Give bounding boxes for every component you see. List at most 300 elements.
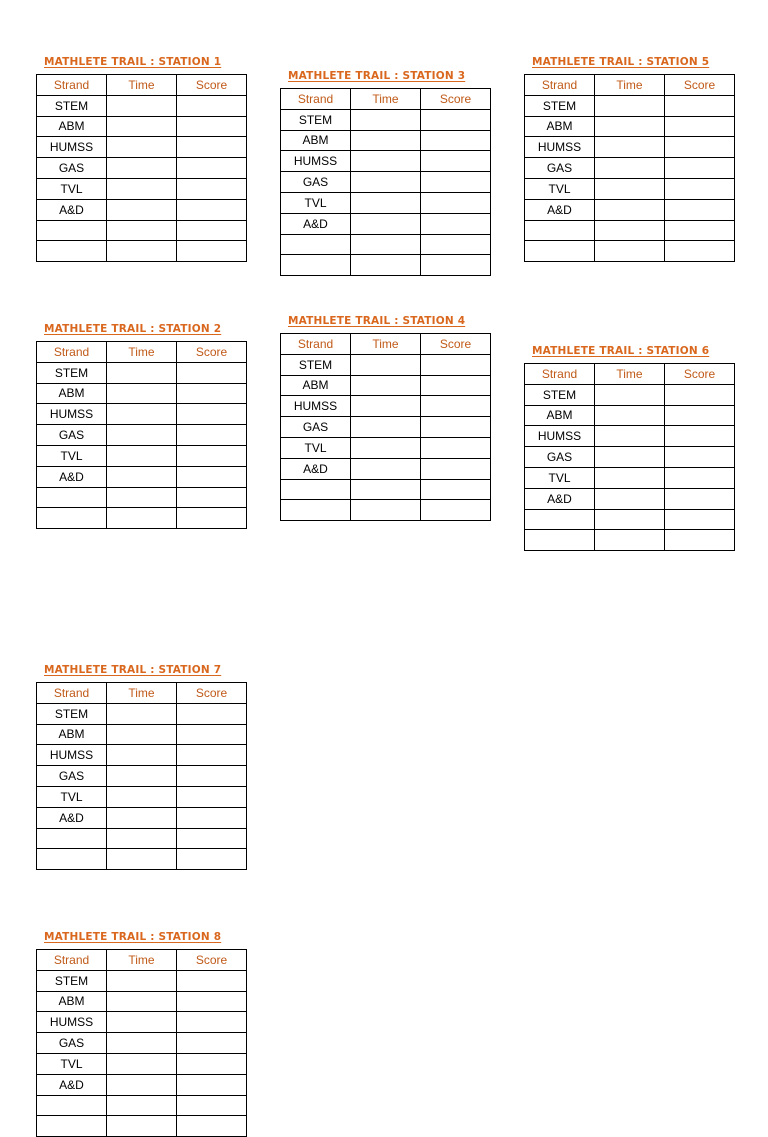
column-header-score: Score: [421, 89, 491, 110]
table-row: [37, 404, 247, 425]
time-cell[interactable]: [107, 991, 177, 1012]
time-cell[interactable]: [351, 500, 421, 521]
time-cell[interactable]: [595, 199, 665, 220]
strand-cell: TVL: [37, 178, 107, 199]
column-header-time: Time: [107, 950, 177, 971]
time-cell[interactable]: [595, 137, 665, 158]
time-cell[interactable]: [107, 178, 177, 199]
table-row: [525, 241, 735, 262]
time-cell[interactable]: [595, 158, 665, 179]
column-header-strand: Strand: [37, 342, 107, 363]
table-row: [37, 137, 247, 158]
table-row: [281, 255, 491, 276]
time-cell[interactable]: [351, 396, 421, 417]
strand-cell: STEM: [525, 384, 595, 405]
table-row: [281, 109, 491, 130]
table-row: [37, 199, 247, 220]
time-cell[interactable]: [351, 234, 421, 255]
station-block: [36, 55, 246, 262]
score-cell[interactable]: [177, 703, 247, 724]
station-title: MATHLETE TRAIL : STATION 4: [288, 315, 466, 327]
table-row: [525, 426, 735, 447]
time-cell[interactable]: [107, 1095, 177, 1116]
table-row: [525, 199, 735, 220]
column-header-strand: Strand: [525, 75, 595, 96]
table-row: [281, 192, 491, 213]
strand-cell: A&D: [281, 213, 351, 234]
score-cell[interactable]: [421, 213, 491, 234]
column-header-time: Time: [351, 89, 421, 110]
time-cell[interactable]: [351, 192, 421, 213]
strand-cell: A&D: [37, 466, 107, 487]
table-row: [281, 479, 491, 500]
column-header-strand: Strand: [525, 364, 595, 385]
table-row: [525, 509, 735, 530]
score-cell[interactable]: [177, 95, 247, 116]
strand-cell: [525, 241, 595, 262]
score-cell[interactable]: [665, 426, 735, 447]
station-title: MATHLETE TRAIL : STATION 3: [288, 70, 466, 82]
time-cell[interactable]: [107, 362, 177, 383]
table-header-row: [525, 75, 735, 96]
station-block: [36, 930, 246, 1137]
score-cell[interactable]: [177, 1095, 247, 1116]
score-cell[interactable]: [177, 786, 247, 807]
table-row: [525, 530, 735, 551]
time-cell[interactable]: [107, 158, 177, 179]
time-cell[interactable]: [107, 425, 177, 446]
strand-cell: TVL: [37, 445, 107, 466]
table-row: [525, 178, 735, 199]
score-cell[interactable]: [421, 151, 491, 172]
strand-cell: A&D: [525, 488, 595, 509]
time-cell[interactable]: [107, 745, 177, 766]
time-cell[interactable]: [351, 437, 421, 458]
score-cell[interactable]: [421, 354, 491, 375]
strand-cell: STEM: [525, 95, 595, 116]
column-header-strand: Strand: [37, 950, 107, 971]
score-cell[interactable]: [177, 828, 247, 849]
score-cell[interactable]: [177, 849, 247, 870]
score-cell[interactable]: [665, 220, 735, 241]
time-cell[interactable]: [595, 488, 665, 509]
table-row: [37, 828, 247, 849]
score-cell[interactable]: [665, 241, 735, 262]
score-table: [36, 74, 247, 262]
strand-cell: GAS: [525, 158, 595, 179]
score-cell[interactable]: [177, 487, 247, 508]
station-block: [524, 344, 734, 551]
table-row: [37, 425, 247, 446]
table-row: [37, 766, 247, 787]
table-row: [525, 488, 735, 509]
column-header-score: Score: [665, 75, 735, 96]
score-table: [280, 333, 491, 521]
table-row: [525, 467, 735, 488]
table-row: [37, 1074, 247, 1095]
time-cell[interactable]: [595, 426, 665, 447]
score-cell[interactable]: [665, 509, 735, 530]
score-cell[interactable]: [421, 500, 491, 521]
strand-cell: [37, 1095, 107, 1116]
time-cell[interactable]: [107, 807, 177, 828]
column-header-time: Time: [107, 75, 177, 96]
score-cell[interactable]: [177, 220, 247, 241]
score-cell[interactable]: [177, 745, 247, 766]
station-block: [280, 69, 490, 276]
table-row: [37, 508, 247, 529]
score-cell[interactable]: [421, 417, 491, 438]
time-cell[interactable]: [595, 384, 665, 405]
score-cell[interactable]: [177, 1116, 247, 1137]
station-title: MATHLETE TRAIL : STATION 2: [44, 323, 222, 335]
score-cell[interactable]: [421, 130, 491, 151]
score-cell[interactable]: [177, 199, 247, 220]
strand-cell: STEM: [281, 354, 351, 375]
strand-cell: ABM: [281, 130, 351, 151]
strand-cell: [37, 1116, 107, 1137]
table-row: [525, 384, 735, 405]
column-header-strand: Strand: [281, 89, 351, 110]
score-table: [280, 88, 491, 276]
score-cell[interactable]: [421, 192, 491, 213]
table-header-row: [281, 334, 491, 355]
table-row: [281, 172, 491, 193]
strand-cell: [525, 530, 595, 551]
table-row: [281, 354, 491, 375]
table-row: [37, 383, 247, 404]
table-row: [37, 991, 247, 1012]
strand-cell: GAS: [37, 766, 107, 787]
score-cell[interactable]: [421, 458, 491, 479]
table-row: [525, 158, 735, 179]
time-cell[interactable]: [107, 766, 177, 787]
score-cell[interactable]: [421, 437, 491, 458]
table-row: [37, 1033, 247, 1054]
strand-cell: A&D: [37, 199, 107, 220]
score-cell[interactable]: [421, 234, 491, 255]
score-cell[interactable]: [177, 807, 247, 828]
score-cell[interactable]: [177, 137, 247, 158]
score-cell[interactable]: [665, 447, 735, 468]
score-cell[interactable]: [177, 362, 247, 383]
table-header-row: [37, 75, 247, 96]
score-cell[interactable]: [665, 137, 735, 158]
column-header-time: Time: [351, 334, 421, 355]
table-header-row: [37, 683, 247, 704]
strand-cell: [37, 849, 107, 870]
score-cell[interactable]: [177, 158, 247, 179]
strand-cell: HUMSS: [37, 745, 107, 766]
table-row: [281, 437, 491, 458]
strand-cell: GAS: [37, 425, 107, 446]
score-cell[interactable]: [177, 1053, 247, 1074]
station-block: [280, 314, 490, 521]
score-table: [524, 363, 735, 551]
time-cell[interactable]: [107, 220, 177, 241]
table-row: [525, 95, 735, 116]
strand-cell: TVL: [525, 178, 595, 199]
time-cell[interactable]: [351, 375, 421, 396]
table-row: [37, 95, 247, 116]
table-row: [281, 458, 491, 479]
time-cell[interactable]: [595, 447, 665, 468]
score-cell[interactable]: [665, 488, 735, 509]
strand-cell: STEM: [37, 362, 107, 383]
table-row: [525, 220, 735, 241]
score-cell[interactable]: [665, 178, 735, 199]
station-title: MATHLETE TRAIL : STATION 1: [44, 56, 222, 68]
time-cell[interactable]: [595, 220, 665, 241]
column-header-score: Score: [421, 334, 491, 355]
strand-cell: [37, 487, 107, 508]
score-cell[interactable]: [665, 467, 735, 488]
table-row: [525, 137, 735, 158]
column-header-time: Time: [107, 342, 177, 363]
time-cell[interactable]: [351, 213, 421, 234]
score-cell[interactable]: [177, 404, 247, 425]
strand-cell: [37, 220, 107, 241]
time-cell[interactable]: [107, 116, 177, 137]
time-cell[interactable]: [351, 109, 421, 130]
table-row: [37, 745, 247, 766]
strand-cell: TVL: [37, 1053, 107, 1074]
strand-cell: HUMSS: [281, 151, 351, 172]
score-table: [36, 341, 247, 529]
score-table: [524, 74, 735, 262]
time-cell[interactable]: [107, 404, 177, 425]
strand-cell: STEM: [37, 703, 107, 724]
time-cell[interactable]: [107, 383, 177, 404]
score-cell[interactable]: [665, 116, 735, 137]
score-cell[interactable]: [177, 1033, 247, 1054]
strand-cell: TVL: [281, 192, 351, 213]
column-header-score: Score: [177, 75, 247, 96]
time-cell[interactable]: [107, 970, 177, 991]
strand-cell: A&D: [37, 807, 107, 828]
time-cell[interactable]: [107, 95, 177, 116]
strand-cell: ABM: [37, 724, 107, 745]
score-cell[interactable]: [177, 1074, 247, 1095]
strand-cell: ABM: [37, 116, 107, 137]
strand-cell: HUMSS: [37, 404, 107, 425]
time-cell[interactable]: [107, 487, 177, 508]
strand-cell: STEM: [37, 970, 107, 991]
score-cell[interactable]: [421, 172, 491, 193]
time-cell[interactable]: [351, 130, 421, 151]
score-cell[interactable]: [177, 508, 247, 529]
strand-cell: [281, 500, 351, 521]
column-header-time: Time: [595, 75, 665, 96]
table-row: [37, 1053, 247, 1074]
score-cell[interactable]: [421, 396, 491, 417]
table-header-row: [37, 950, 247, 971]
table-row: [37, 849, 247, 870]
column-header-score: Score: [177, 950, 247, 971]
column-header-strand: Strand: [281, 334, 351, 355]
time-cell[interactable]: [107, 703, 177, 724]
strand-cell: [37, 828, 107, 849]
strand-cell: A&D: [281, 458, 351, 479]
score-cell[interactable]: [421, 479, 491, 500]
table-header-row: [281, 89, 491, 110]
column-header-score: Score: [177, 342, 247, 363]
time-cell[interactable]: [107, 445, 177, 466]
time-cell[interactable]: [107, 466, 177, 487]
table-row: [37, 786, 247, 807]
time-cell[interactable]: [595, 530, 665, 551]
time-cell[interactable]: [595, 241, 665, 262]
table-row: [37, 807, 247, 828]
score-cell[interactable]: [665, 199, 735, 220]
time-cell[interactable]: [107, 1033, 177, 1054]
time-cell[interactable]: [107, 199, 177, 220]
score-cell[interactable]: [177, 991, 247, 1012]
table-row: [37, 241, 247, 262]
table-row: [525, 447, 735, 468]
column-header-strand: Strand: [37, 75, 107, 96]
score-cell[interactable]: [177, 116, 247, 137]
column-header-time: Time: [595, 364, 665, 385]
strand-cell: ABM: [281, 375, 351, 396]
score-cell[interactable]: [665, 158, 735, 179]
time-cell[interactable]: [107, 1116, 177, 1137]
strand-cell: [281, 255, 351, 276]
score-cell[interactable]: [177, 383, 247, 404]
time-cell[interactable]: [107, 786, 177, 807]
table-row: [37, 970, 247, 991]
time-cell[interactable]: [107, 1074, 177, 1095]
score-cell[interactable]: [421, 255, 491, 276]
strand-cell: ABM: [37, 991, 107, 1012]
score-cell[interactable]: [177, 425, 247, 446]
table-row: [37, 178, 247, 199]
score-cell[interactable]: [177, 466, 247, 487]
time-cell[interactable]: [107, 849, 177, 870]
score-cell[interactable]: [177, 1012, 247, 1033]
station-title: MATHLETE TRAIL : STATION 7: [44, 664, 222, 676]
strand-cell: [525, 220, 595, 241]
time-cell[interactable]: [107, 828, 177, 849]
strand-cell: [37, 508, 107, 529]
time-cell[interactable]: [351, 172, 421, 193]
score-cell[interactable]: [177, 241, 247, 262]
score-cell[interactable]: [665, 384, 735, 405]
table-row: [37, 362, 247, 383]
station-block: [36, 322, 246, 529]
strand-cell: STEM: [37, 95, 107, 116]
table-row: [37, 220, 247, 241]
strand-cell: GAS: [281, 172, 351, 193]
station-block: [36, 663, 246, 870]
time-cell[interactable]: [107, 508, 177, 529]
time-cell[interactable]: [595, 405, 665, 426]
strand-cell: GAS: [37, 1033, 107, 1054]
strand-cell: HUMSS: [37, 1012, 107, 1033]
time-cell[interactable]: [107, 241, 177, 262]
time-cell[interactable]: [351, 255, 421, 276]
time-cell[interactable]: [351, 151, 421, 172]
score-table: [36, 682, 247, 870]
time-cell[interactable]: [351, 417, 421, 438]
time-cell[interactable]: [351, 354, 421, 375]
score-cell[interactable]: [177, 724, 247, 745]
time-cell[interactable]: [107, 137, 177, 158]
table-row: [281, 375, 491, 396]
strand-cell: TVL: [37, 786, 107, 807]
table-row: [281, 234, 491, 255]
strand-cell: A&D: [525, 199, 595, 220]
strand-cell: HUMSS: [525, 426, 595, 447]
table-row: [37, 466, 247, 487]
table-row: [281, 417, 491, 438]
score-cell[interactable]: [421, 375, 491, 396]
time-cell[interactable]: [351, 458, 421, 479]
strand-cell: TVL: [281, 437, 351, 458]
score-cell[interactable]: [665, 530, 735, 551]
time-cell[interactable]: [595, 178, 665, 199]
time-cell[interactable]: [595, 95, 665, 116]
column-header-time: Time: [107, 683, 177, 704]
strand-cell: GAS: [37, 158, 107, 179]
table-row: [525, 405, 735, 426]
time-cell[interactable]: [107, 724, 177, 745]
score-cell[interactable]: [665, 95, 735, 116]
station-title: MATHLETE TRAIL : STATION 8: [44, 931, 222, 943]
table-row: [281, 213, 491, 234]
time-cell[interactable]: [107, 1012, 177, 1033]
strand-cell: GAS: [525, 447, 595, 468]
time-cell[interactable]: [107, 1053, 177, 1074]
strand-cell: [525, 509, 595, 530]
strand-cell: TVL: [525, 467, 595, 488]
table-row: [37, 116, 247, 137]
strand-cell: ABM: [37, 383, 107, 404]
station-title: MATHLETE TRAIL : STATION 6: [532, 345, 710, 357]
table-row: [37, 487, 247, 508]
score-table: [36, 949, 247, 1137]
strand-cell: HUMSS: [525, 137, 595, 158]
time-cell[interactable]: [351, 479, 421, 500]
table-row: [525, 116, 735, 137]
column-header-score: Score: [177, 683, 247, 704]
strand-cell: HUMSS: [37, 137, 107, 158]
strand-cell: GAS: [281, 417, 351, 438]
column-header-strand: Strand: [37, 683, 107, 704]
table-row: [281, 151, 491, 172]
score-cell[interactable]: [421, 109, 491, 130]
time-cell[interactable]: [595, 509, 665, 530]
strand-cell: A&D: [37, 1074, 107, 1095]
table-row: [37, 445, 247, 466]
table-row: [281, 130, 491, 151]
strand-cell: STEM: [281, 109, 351, 130]
table-row: [37, 158, 247, 179]
score-cell[interactable]: [177, 178, 247, 199]
time-cell[interactable]: [595, 116, 665, 137]
strand-cell: [37, 241, 107, 262]
score-cell[interactable]: [177, 445, 247, 466]
table-row: [37, 1095, 247, 1116]
score-cell[interactable]: [177, 766, 247, 787]
time-cell[interactable]: [595, 467, 665, 488]
table-row: [281, 396, 491, 417]
strand-cell: [281, 234, 351, 255]
table-row: [37, 724, 247, 745]
table-row: [37, 703, 247, 724]
score-cell[interactable]: [665, 405, 735, 426]
score-cell[interactable]: [177, 970, 247, 991]
